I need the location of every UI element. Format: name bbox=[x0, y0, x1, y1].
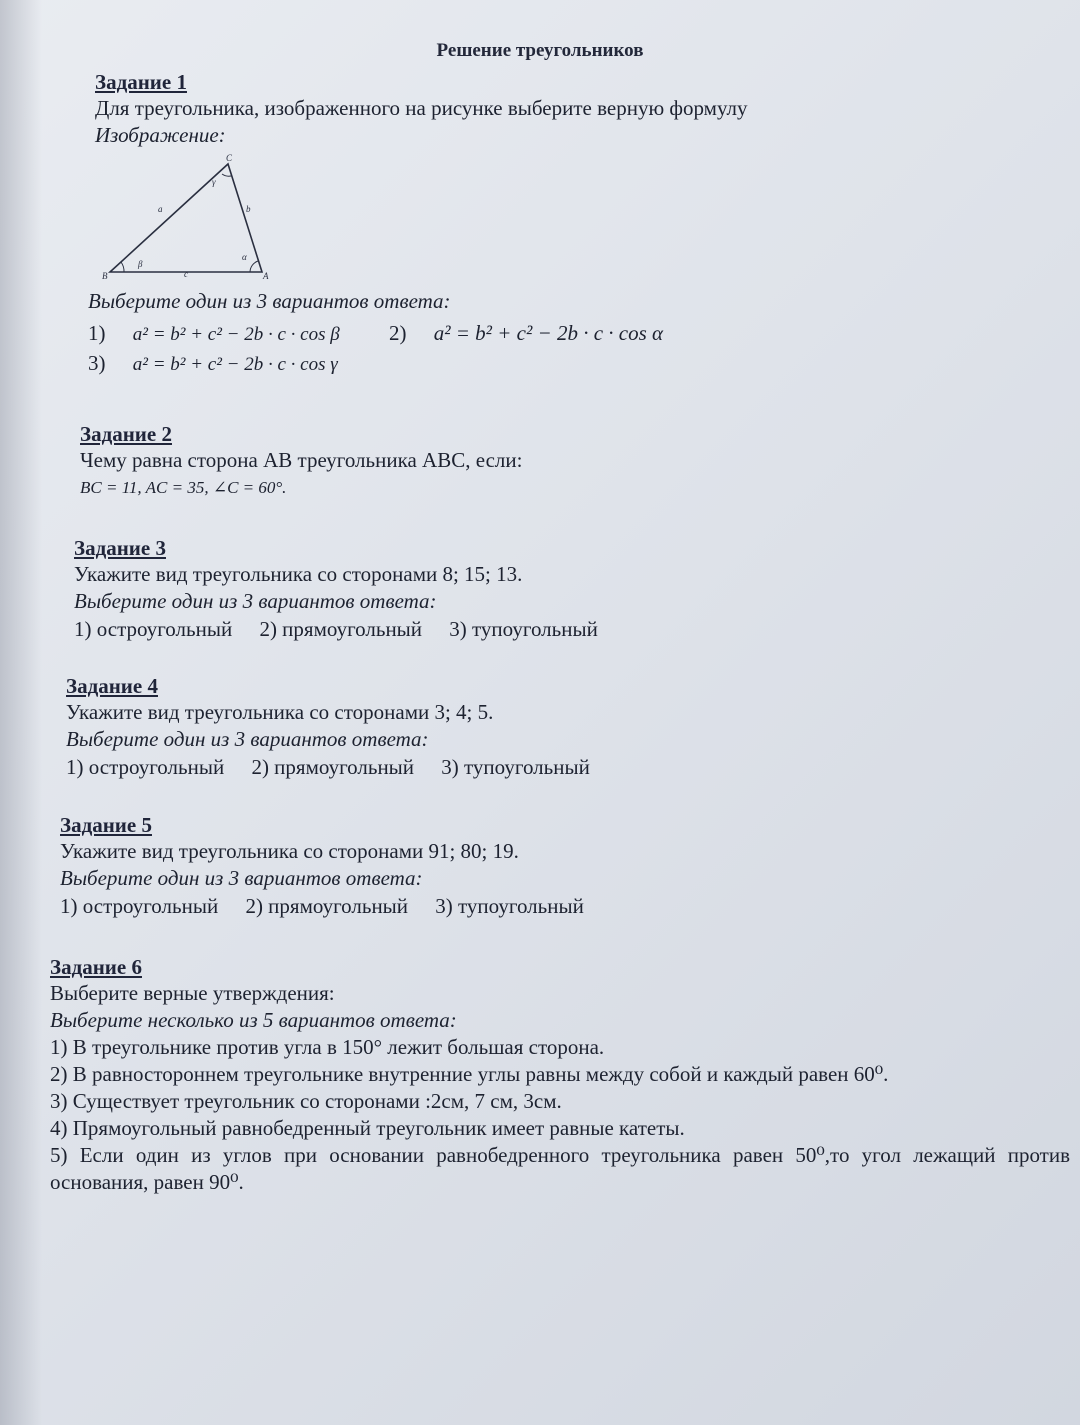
task-5-option-3[interactable]: 3) тупоугольный bbox=[435, 894, 584, 918]
task-5-option-2[interactable]: 2) прямоугольный bbox=[245, 894, 409, 918]
task-6 bbox=[50, 955, 1070, 1196]
task-1-option-1[interactable] bbox=[88, 321, 362, 345]
vertex-b-label: B bbox=[102, 271, 108, 280]
task-5-options bbox=[60, 892, 606, 920]
task-6-statement-4[interactable]: 4) Прямоугольный равнобедренный треугольник имеет равные катеты. bbox=[50, 1116, 685, 1140]
task-6-statement-1[interactable]: 1) В треугольнике против угла в 150° лежит большая сторона. bbox=[50, 1035, 605, 1059]
task-6-statement-5[interactable]: 5) Если один из углов при основании равнобедренного треугольника равен 50⁰,то угол лежащий против основания, равен 90⁰. bbox=[50, 1143, 1070, 1194]
task-4-option-3[interactable]: 3) тупоугольный bbox=[441, 755, 590, 779]
task-1-options-row bbox=[88, 319, 707, 349]
task-3-choose: Выберите один из 3 вариантов ответа: bbox=[74, 589, 437, 613]
option-number: 1) bbox=[88, 321, 106, 345]
angle-gamma-label: γ bbox=[212, 177, 216, 187]
option-formula: a² = b² + c² − 2b · c · cos β bbox=[132, 324, 340, 345]
angle-gamma-arc bbox=[222, 174, 231, 176]
task-4-option-2[interactable]: 2) прямоугольный bbox=[251, 755, 415, 779]
triangle-svg bbox=[100, 150, 280, 280]
task-3-option-3[interactable]: 3) тупоугольный bbox=[449, 617, 598, 641]
task-2-given: BC = 11, AC = 35, ∠C = 60°. bbox=[80, 478, 287, 497]
option-formula: a² = b² + c² − 2b · c · cos γ bbox=[132, 354, 338, 375]
task-5-heading: Задание 5 bbox=[60, 813, 152, 837]
vertex-c-label: C bbox=[226, 153, 233, 163]
task-1-choose: Выберите один из 3 вариантов ответа: bbox=[88, 289, 451, 313]
task-3-heading: Задание 3 bbox=[74, 536, 166, 560]
task-5 bbox=[60, 813, 606, 920]
side-c-label: c bbox=[184, 269, 188, 279]
option-formula: a² = b² + c² − 2b · c · cos α bbox=[433, 321, 664, 345]
task-6-choose: Выберите несколько из 5 вариантов ответа: bbox=[50, 1008, 457, 1032]
task-4-choose: Выберите один из 3 вариантов ответа: bbox=[66, 727, 429, 751]
task-2-question: Чему равна сторона AB треугольника ABC, если: bbox=[80, 448, 523, 472]
task-1-option-3[interactable] bbox=[88, 351, 360, 375]
task-4-question: Укажите вид треугольника со сторонами 3; 4; 5. bbox=[66, 700, 494, 724]
task-1-question: Для треугольника, изображенного на рисунке выберите верную формулу bbox=[95, 96, 748, 120]
task-3 bbox=[74, 536, 620, 643]
task-1-heading: Задание 1 bbox=[95, 70, 187, 94]
option-number: 2) bbox=[388, 321, 407, 345]
task-3-options bbox=[74, 615, 620, 643]
angle-alpha-arc bbox=[250, 261, 258, 272]
task-1 bbox=[95, 70, 748, 149]
angle-beta-arc bbox=[121, 262, 124, 272]
angle-beta-label: β bbox=[138, 259, 143, 269]
side-a-label: a bbox=[158, 204, 163, 214]
task-3-option-1[interactable]: 1) остроугольный bbox=[74, 617, 233, 641]
task-6-heading: Задание 6 bbox=[50, 955, 142, 979]
page-shadow bbox=[0, 0, 42, 1425]
side-b-label: b bbox=[246, 204, 251, 214]
task-3-option-2[interactable]: 2) прямоугольный bbox=[259, 617, 423, 641]
page-title: Решение треугольников bbox=[436, 40, 644, 61]
task-4-options bbox=[66, 753, 612, 781]
task-1-image-label: Изображение: bbox=[95, 123, 226, 147]
task-4 bbox=[66, 674, 612, 781]
option-number: 3) bbox=[88, 351, 106, 375]
task-5-question: Укажите вид треугольника со сторонами 91; 80; 19. bbox=[60, 839, 519, 863]
task-3-question: Укажите вид треугольника со сторонами 8; 15; 13. bbox=[74, 562, 523, 586]
task-5-choose: Выберите один из 3 вариантов ответа: bbox=[60, 866, 423, 890]
task-6-statement-3[interactable]: 3) Существует треугольник со сторонами :2см, 7 см, 3см. bbox=[50, 1089, 562, 1113]
triangle-shape bbox=[110, 164, 262, 272]
task-6-statement-2[interactable]: 2) В равностороннем треугольнике внутренние углы равны между собой и каждый равен 60⁰. bbox=[50, 1062, 889, 1086]
task-2 bbox=[80, 422, 522, 501]
angle-alpha-label: α bbox=[242, 252, 247, 262]
task-1-options-row-2 bbox=[88, 349, 707, 379]
task-1-option-2[interactable] bbox=[389, 321, 685, 345]
task-1-answers bbox=[88, 288, 707, 379]
vertex-a-label: A bbox=[263, 271, 269, 280]
task-6-question: Выберите верные утверждения: bbox=[50, 981, 335, 1005]
task-2-heading: Задание 2 bbox=[80, 422, 172, 446]
task-5-option-1[interactable]: 1) остроугольный bbox=[60, 894, 219, 918]
task-4-heading: Задание 4 bbox=[66, 674, 158, 698]
task-4-option-1[interactable]: 1) остроугольный bbox=[66, 755, 225, 779]
triangle-figure bbox=[100, 150, 280, 285]
